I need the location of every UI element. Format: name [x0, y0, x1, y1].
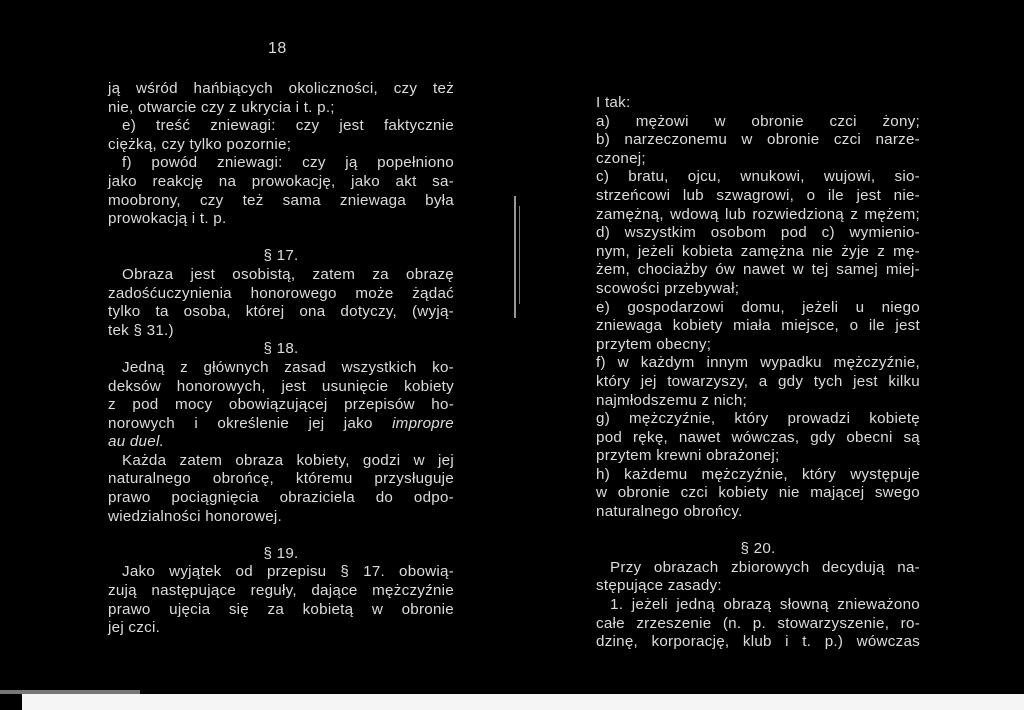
- text-line: e) treść zniewagi: czy jest faktycznie: [122, 117, 454, 135]
- text-line: jej czci.: [108, 619, 161, 637]
- text-line: przytem obecny;: [596, 335, 712, 353]
- text-line: I tak:: [596, 94, 631, 111]
- text-line: który jej towarzyszy, a gdy tych jest kilku: [596, 372, 920, 390]
- text-line: czonej;: [596, 149, 646, 167]
- text-line: pod rękę, nawet wówczas, gdy obecni są: [596, 428, 920, 446]
- text-line: Obraza jest osobistą, zatem za obrazę: [122, 265, 454, 283]
- book-spine-shadow: [519, 206, 520, 304]
- text-line: prawo ujęcia się za kobietą w obronie: [108, 600, 454, 618]
- text-line: stępujące zasady:: [596, 577, 722, 595]
- text-line: prawo pociągnięcia obraziciela do odpo-: [108, 489, 454, 507]
- text-line: żem, chociażby ów nawet w tej samej miej-: [596, 261, 920, 279]
- text-line: h) każdemu mężczyźnie, który występuje: [596, 465, 920, 483]
- text-line: w obronie czci kobiety nie mającej swego: [596, 484, 920, 502]
- text-line: naturalnego obrońcy.: [596, 503, 743, 521]
- text-line: prowokacją i t. p.: [108, 210, 227, 228]
- text-line: [108, 433, 454, 452]
- italic-phrase: impropre: [392, 414, 454, 432]
- text-line: najmłodszemu z nich;: [596, 391, 748, 409]
- section-heading: § 17.: [263, 247, 299, 265]
- text-line: naturalnego obrońcę, któremu przysługuje: [108, 470, 454, 488]
- text-line: tylko ta osoba, której ona dotyczy, (wyją-: [108, 303, 454, 321]
- text-line: b) narzeczonemu w obronie czci narze-: [596, 131, 920, 149]
- text-line: nym, jeżeli kobieta zamężna nie żyje z mę-: [596, 242, 920, 260]
- text-line: d) wszystkim osobom pod c) wymienio-: [596, 224, 920, 242]
- page-bottom-edge: [22, 694, 1024, 710]
- text-line: e) gospodarzowi domu, jeżeli u niego: [596, 298, 920, 316]
- text-line: f) powód zniewagi: czy ją popełniono: [122, 154, 454, 172]
- italic-phrase: au duel.: [108, 433, 165, 451]
- section-heading: § 19.: [263, 544, 299, 562]
- text-line: zadośćuczynienia honorowego może żądać: [108, 284, 454, 302]
- text-line: dzinę, korporację, klub i t. p.) wówczas: [596, 633, 920, 651]
- right-page-text: [596, 94, 920, 652]
- text-line: całe zrzeszenie (n. p. stowarzyszenie, ro-: [596, 614, 920, 632]
- text-line: ciężką, czy tylko pozornie;: [108, 135, 292, 153]
- text-line: g) mężczyźnie, który prowadzi kobietę: [596, 410, 920, 428]
- text-line: jako reakcję na prowokację, jako akt sa-: [108, 172, 454, 190]
- text-line: nie, otwarcie czy z ukrycia i t. p.;: [108, 98, 335, 116]
- text-line: Przy obrazach zbiorowych decydują na-: [610, 558, 920, 576]
- text-line: Jedną z głównych zasad wszystkich ko-: [122, 358, 454, 376]
- text-line: f) w każdym innym wypadku mężczyźnie,: [596, 354, 920, 372]
- text-line: Każda zatem obraza kobiety, godzi w jej: [122, 451, 454, 469]
- text-line: strzeńcowi lub szwagrowi, o ile jest nie-: [596, 186, 920, 204]
- text-line: zniewaga kobiety miała miejsce, o ile jest: [596, 317, 920, 335]
- text-line: z pod mocy obowiązującej przepisów ho-: [108, 396, 454, 414]
- text-line: scowości przebywał;: [596, 279, 740, 297]
- text-line: Jako wyjątek od przepisu § 17. obowią-: [122, 563, 454, 581]
- text-line: zamężną, wdową lub rozwiedzioną z mężem;: [596, 205, 920, 223]
- book-spine: [514, 196, 516, 318]
- text-line: moobrony, czy też sama zniewaga była: [108, 191, 454, 209]
- text-line: deksów honorowych, jest usunięcie kobiety: [108, 377, 454, 395]
- text-line: ją wśród hańbiących okoliczności, czy też: [108, 80, 454, 97]
- text-line: przytem krewni obrażonej;: [596, 447, 780, 465]
- section-heading: § 18.: [263, 340, 299, 358]
- page-number: 18: [268, 40, 287, 57]
- left-page-text: [108, 80, 454, 638]
- text-line: wiedzialności honorowej.: [108, 507, 282, 525]
- text-line: a) mężowi w obronie czci żony;: [596, 112, 920, 130]
- text-line: norowych i określenie jej jako impropre: [108, 414, 454, 432]
- text-line: c) bratu, ojcu, wnukowi, wujowi, sio-: [596, 168, 920, 186]
- text-line: 1. jeżeli jedną obrazą słowną znieważono: [610, 596, 920, 614]
- text-line: tek § 31.): [108, 321, 174, 339]
- text-line: zują następujące reguły, dające mężczyźnie: [108, 582, 454, 600]
- section-heading: § 20.: [740, 540, 776, 558]
